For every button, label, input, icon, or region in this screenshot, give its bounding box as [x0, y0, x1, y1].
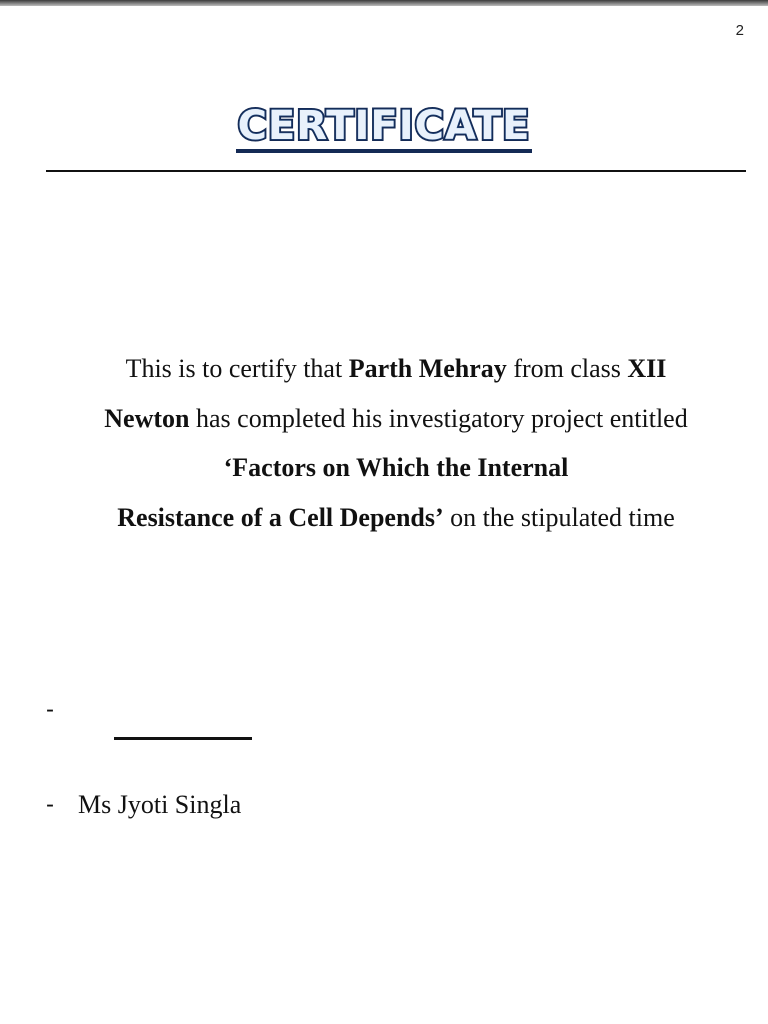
page-number: 2	[735, 22, 744, 39]
title-divider	[46, 170, 746, 172]
signature-line	[114, 737, 252, 740]
class-name-a: XII	[627, 354, 667, 383]
signature-dash-2: -	[46, 791, 54, 818]
from-class-text: from class	[506, 354, 628, 383]
completed-text: has completed his investigatory project entitled	[189, 403, 688, 433]
certificate-title: CERTIFICATE	[236, 106, 533, 153]
class-name-b: Newton	[104, 403, 190, 433]
signature-dash-1: -	[46, 696, 54, 723]
intro-text: This is to certify that	[125, 354, 349, 383]
ending-text: on the stipulated time	[443, 502, 675, 532]
project-title-line2: Resistance of a Cell Depends’	[117, 502, 444, 532]
teacher-name: Ms Jyoti Singla	[78, 790, 242, 819]
student-name: Parth Mehray	[348, 354, 507, 383]
project-title-line1: ‘Factors on Which the Internal	[223, 453, 569, 482]
certificate-body	[30, 344, 762, 542]
page-top-edge	[0, 0, 768, 6]
title-container	[0, 103, 768, 153]
